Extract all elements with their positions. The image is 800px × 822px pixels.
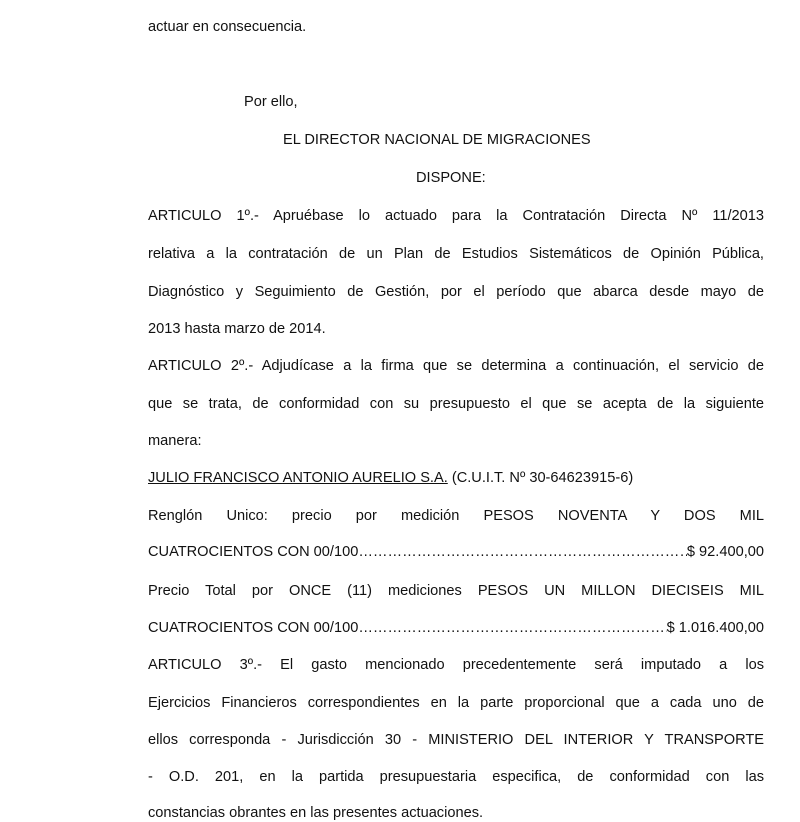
- leader-dots: [358, 543, 687, 561]
- art3-line: constancias obrantes en las presentes actuaciones.: [148, 805, 484, 821]
- total-amount: $ 1.016.400,00: [666, 620, 764, 636]
- art3-line: ellos corresponda - Jurisdicción 30 - MINISTERIO DEL INTERIOR Y TRANSPORTE: [148, 732, 764, 748]
- renglon-cont: CUATROCIENTOS CON 00/100: [148, 544, 359, 560]
- art1-line: 2013 hasta marzo de 2014.: [148, 321, 326, 337]
- firm-name: JULIO FRANCISCO ANTONIO AURELIO S.A.: [148, 470, 448, 486]
- total-line: Precio Total por ONCE (11) mediciones PESOS UN MILLON DIECISEIS MIL: [148, 583, 764, 599]
- art1-line: relativa a la contratación de un Plan de Estudios Sistemáticos de Opinión Pública,: [148, 246, 764, 262]
- leader-dots: [358, 619, 666, 637]
- text-line-top: actuar en consecuencia.: [148, 19, 307, 35]
- dispone-heading: DISPONE:: [416, 170, 486, 186]
- por-ello: Por ello,: [244, 94, 298, 110]
- art3-line: - O.D. 201, en la partida presupuestaria especifica, de conformidad con las: [148, 769, 764, 785]
- total-cont: CUATROCIENTOS CON 00/100: [148, 620, 359, 636]
- total-amount-line: [148, 619, 764, 637]
- renglon-amount: $ 92.400,00: [686, 544, 764, 560]
- art1-line: Diagnóstico y Seguimiento de Gestión, por el período que abarca desde mayo de: [148, 284, 764, 300]
- art1-line: ARTICULO 1º.- Apruébase lo actuado para la Contratación Directa Nº 11/2013: [148, 208, 764, 224]
- art3-line: ARTICULO 3º.- El gasto mencionado precedentemente será imputado a los: [148, 657, 764, 673]
- art2-line: ARTICULO 2º.- Adjudícase a la firma que se determina a continuación, el servicio de: [148, 358, 764, 374]
- art2-line: manera:: [148, 433, 202, 449]
- art3-line: Ejercicios Financieros correspondientes en la parte proporcional que a cada uno de: [148, 695, 764, 711]
- art2-line: que se trata, de conformidad con su presupuesto el que se acepta de la siguiente: [148, 396, 764, 412]
- firm-cuit: (C.U.I.T. Nº 30-64623915-6): [451, 470, 634, 486]
- renglon-amount-line: [148, 543, 764, 561]
- renglon-line: Renglón Unico: precio por medición PESOS NOVENTA Y DOS MIL: [148, 508, 764, 524]
- director-heading: EL DIRECTOR NACIONAL DE MIGRACIONES: [283, 132, 591, 148]
- firm-line: [148, 469, 633, 487]
